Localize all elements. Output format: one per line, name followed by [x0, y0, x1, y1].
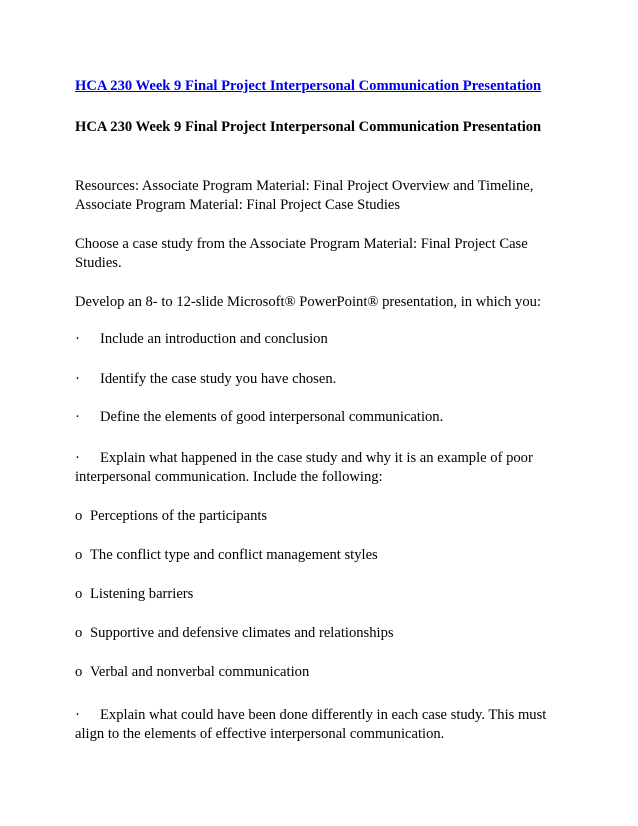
resources-line-1: Resources: Associate Program Material: Final Project Overview and Timeline,	[75, 178, 534, 194]
bullet-continuation: interpersonal communication. Include the following:	[75, 469, 383, 485]
sub-item-text: Listening barriers	[90, 586, 194, 602]
sub-list-item	[75, 663, 565, 682]
list-item	[75, 330, 565, 349]
sub-bullet-icon: o	[75, 625, 83, 641]
sub-bullet-icon: o	[75, 547, 83, 563]
list-item	[75, 449, 565, 468]
bullet-continuation: align to the elements of effective interpersonal communication.	[75, 726, 445, 742]
sub-list-item	[75, 624, 565, 643]
bullet-text: Include an introduction and conclusion	[100, 331, 328, 347]
sub-item-text: Perceptions of the participants	[90, 508, 268, 524]
list-item	[75, 370, 565, 389]
list-item	[75, 706, 565, 725]
sub-list-item	[75, 585, 565, 604]
choose-line-1: Choose a case study from the Associate Program Material: Final Project Case	[75, 236, 528, 252]
bullet-text: Define the elements of good interpersonal communication.	[100, 409, 444, 425]
sub-list-item	[75, 507, 565, 526]
bullet-icon: ·	[75, 371, 80, 387]
bullet-text: Identify the case study you have chosen.	[100, 371, 337, 387]
list-item	[75, 408, 565, 427]
bullet-text: Explain what happened in the case study and why it is an example of poor	[100, 450, 533, 466]
sub-bullet-icon: o	[75, 508, 83, 524]
bullet-text: Explain what could have been done differently in each case study. This must	[100, 707, 547, 723]
sub-item-text: Supportive and defensive climates and relationships	[90, 625, 394, 641]
document-heading: HCA 230 Week 9 Final Project Interpersonal Communication Presentation	[75, 119, 542, 135]
bullet-icon: ·	[75, 450, 80, 466]
develop-instruction: Develop an 8- to 12-slide Microsoft® PowerPoint® presentation, in which you:	[75, 294, 541, 310]
sub-item-text: Verbal and nonverbal communication	[90, 664, 310, 680]
bullet-icon: ·	[75, 707, 80, 723]
sub-item-text: The conflict type and conflict management styles	[90, 547, 378, 563]
title-link[interactable]: HCA 230 Week 9 Final Project Interpersonal Communication Presentation	[75, 78, 542, 94]
sub-bullet-icon: o	[75, 664, 83, 680]
resources-line-2: Associate Program Material: Final Project Case Studies	[75, 197, 401, 213]
choose-line-2: Studies.	[75, 255, 122, 271]
bullet-icon: ·	[75, 331, 80, 347]
bullet-icon: ·	[75, 409, 80, 425]
sub-bullet-icon: o	[75, 586, 83, 602]
sub-list-item	[75, 546, 565, 565]
